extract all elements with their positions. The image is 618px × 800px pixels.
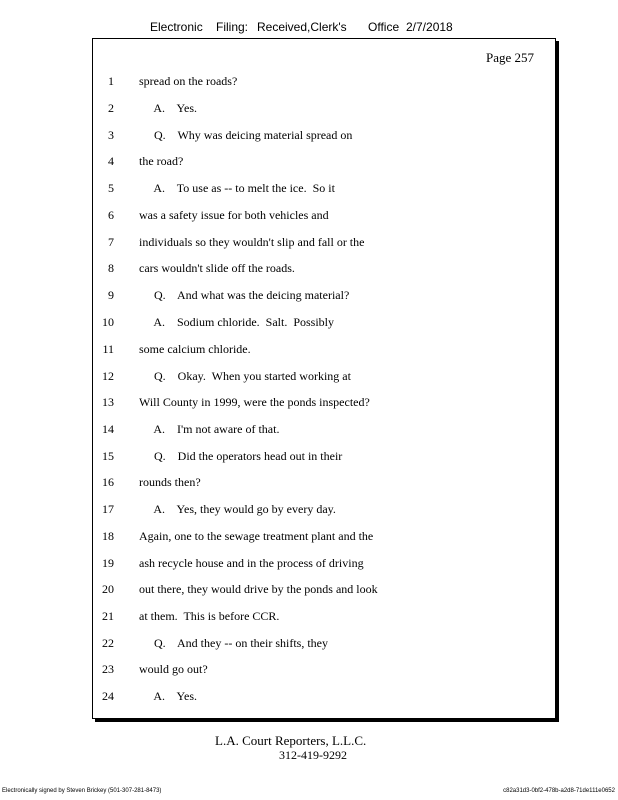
line-text: out there, they would drive by the ponds and look — [139, 582, 378, 596]
line-text: spread on the roads? — [139, 74, 238, 88]
line-number: 3 — [108, 128, 114, 142]
header-received: Received,Clerk's — [257, 20, 347, 34]
line-text: Again, one to the sewage treatment plant and the — [139, 529, 374, 543]
line-number: 17 — [102, 502, 114, 516]
line-text: Q. And what was the deicing material? — [139, 288, 350, 302]
line-number: 1 — [108, 74, 114, 88]
line-number: 12 — [102, 369, 114, 383]
court-reporter-name: L.A. Court Reporters, L.L.C. — [215, 733, 367, 748]
line-number: 20 — [102, 582, 114, 596]
line-number: 21 — [102, 609, 114, 623]
line-text: some calcium chloride. — [139, 342, 251, 356]
line-text: A. Yes. — [139, 689, 198, 703]
line-text: A. To use as -- to melt the ice. So it — [139, 181, 335, 195]
line-text: Q. Did the operators head out in their — [139, 449, 343, 463]
line-text: individuals so they wouldn't slip and fall or the — [139, 235, 365, 249]
line-number: 6 — [108, 208, 114, 222]
line-number: 22 — [102, 636, 114, 650]
filing-header — [150, 20, 470, 36]
line-text: A. Yes. — [139, 101, 198, 115]
line-text: was a safety issue for both vehicles and — [139, 208, 329, 222]
line-text: the road? — [139, 154, 184, 168]
line-number: 13 — [102, 395, 114, 409]
line-number: 10 — [102, 315, 114, 329]
line-text: A. Sodium chloride. Salt. Possibly — [139, 315, 335, 329]
line-number: 5 — [108, 181, 114, 195]
line-text: Will County in 1999, were the ponds inspected? — [139, 395, 370, 409]
line-number: 24 — [102, 689, 114, 703]
header-office: Office — [368, 20, 400, 34]
line-number: 8 — [108, 261, 114, 275]
line-number: 15 — [102, 449, 114, 463]
line-text: Q. Why was deicing material spread on — [139, 128, 353, 142]
line-number: 19 — [102, 556, 114, 570]
line-text: Q. And they -- on their shifts, they — [139, 636, 328, 650]
line-number: 14 — [102, 422, 114, 436]
page-number: Page 257 — [485, 50, 534, 65]
line-text: Q. Okay. When you started working at — [139, 369, 351, 383]
line-number: 11 — [102, 342, 114, 356]
line-text: ash recycle house and in the process of driving — [139, 556, 364, 570]
header-date: 2/7/2018 — [406, 20, 453, 34]
line-number: 2 — [108, 101, 114, 115]
electronic-signature: Electronically signed by Steven Brickey (501-307-281-8473) — [2, 788, 162, 794]
line-number: 18 — [102, 529, 114, 543]
line-text: A. I'm not aware of that. — [139, 422, 280, 436]
document-hash: c82a31d3-0bf2-478b-a2d8-71de111e0652 — [503, 788, 615, 794]
line-number: 23 — [102, 662, 114, 676]
line-text: would go out? — [139, 662, 208, 676]
line-text: rounds then? — [139, 475, 201, 489]
line-number: 7 — [108, 235, 114, 249]
header-filing: Filing: — [216, 20, 249, 34]
header-electronic: Electronic — [150, 20, 203, 34]
line-number: 4 — [108, 154, 114, 168]
line-text: at them. This is before CCR. — [139, 609, 280, 623]
line-number: 9 — [108, 288, 114, 302]
line-text: cars wouldn't slide off the roads. — [139, 261, 295, 275]
line-text: A. Yes, they would go by every day. — [139, 502, 336, 516]
court-reporter-phone: 312-419-9292 — [279, 748, 347, 762]
line-number: 16 — [102, 475, 114, 489]
